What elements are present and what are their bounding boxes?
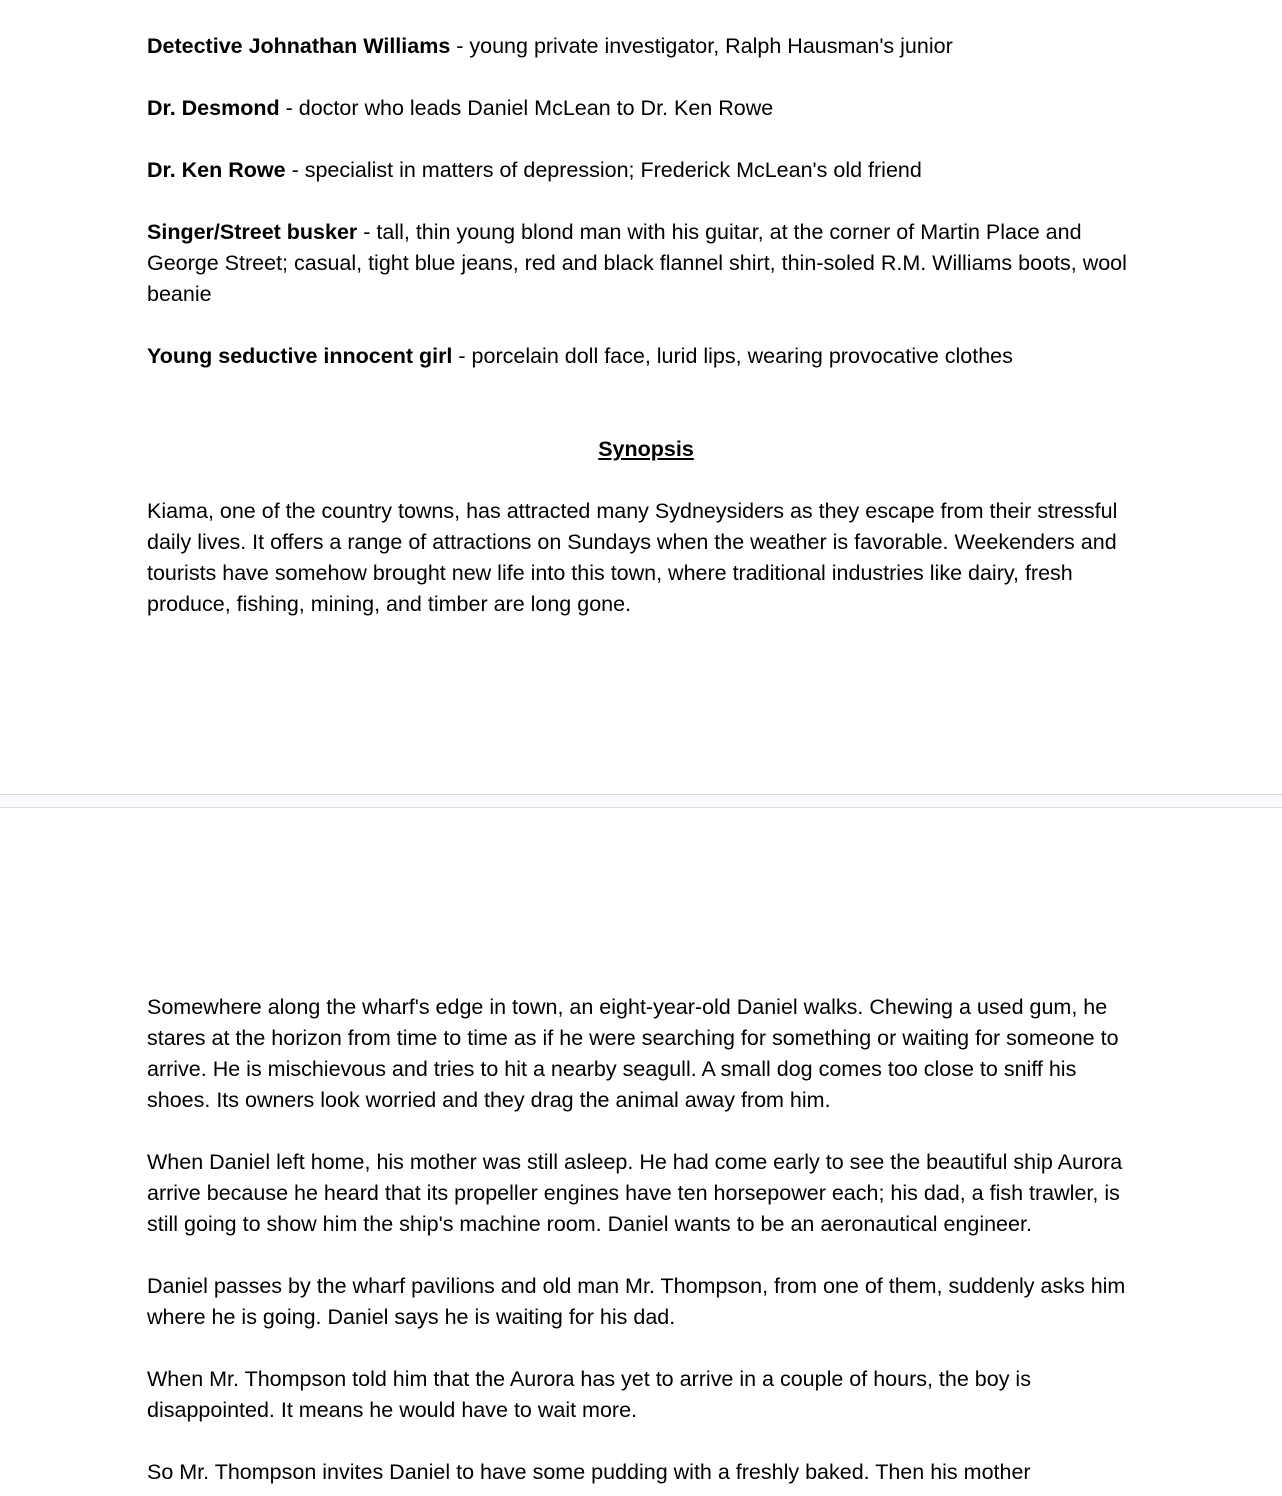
synopsis-heading: Synopsis <box>598 437 694 461</box>
character-entry <box>147 31 1139 62</box>
page-2-content <box>147 992 1139 1496</box>
document-page-2 <box>0 808 1282 1496</box>
character-description: tall, thin young blond man with his guitar, at the corner of Martin Place and George Street; casual, tight blue jeans, red and black flannel shirt, thin-soled R.M. Williams boots, wool beanie <box>147 220 1127 306</box>
body-paragraph: So Mr. Thompson invites Daniel to have some pudding with a freshly baked. Then his mother <box>147 1460 1031 1484</box>
character-description: young private investigator, Ralph Hausman's junior <box>469 34 953 58</box>
body-paragraph: Daniel passes by the wharf pavilions and old man Mr. Thompson, from one of them, suddenly asks him where he is going. Daniel says he is waiting for his dad. <box>147 1274 1126 1329</box>
character-description: specialist in matters of depression; Frederick McLean's old friend <box>304 158 922 182</box>
body-paragraph: Somewhere along the wharf's edge in town, an eight-year-old Daniel walks. Chewing a used gum, he stares at the horizon from time to time as if he were searching for something or waiting for someone to arrive. He is mischievous and tries to hit a nearby seagull. A small dog comes too close to sniff his shoes. Its owners look worried and they drag the animal away from him. <box>147 995 1119 1112</box>
character-name: Young seductive innocent girl <box>147 344 453 368</box>
page-break <box>0 794 1282 808</box>
character-name: Detective Johnathan Williams <box>147 34 451 58</box>
character-entry <box>147 93 1139 124</box>
body-paragraph: When Daniel left home, his mother was still asleep. He had come early to see the beautiful ship Aurora arrive because he heard that its propeller engines have ten horsepower each; his dad, a fish trawler, is still going to show him the ship's machine room. Daniel wants to be an aeronautical engineer. <box>147 1150 1123 1236</box>
page-1-content <box>147 31 1139 651</box>
character-name: Dr. Ken Rowe <box>147 158 286 182</box>
separator: - <box>450 34 470 58</box>
character-name: Singer/Street busker <box>147 220 358 244</box>
character-entry <box>147 341 1139 372</box>
character-entry <box>147 217 1139 310</box>
character-description: doctor who leads Daniel McLean to Dr. Ken Rowe <box>298 96 774 120</box>
character-description: porcelain doll face, lurid lips, wearing provocative clothes <box>471 344 1013 368</box>
character-name: Dr. Desmond <box>147 96 280 120</box>
character-entry <box>147 155 1139 186</box>
separator: - <box>452 344 472 368</box>
separator: - <box>357 220 377 244</box>
separator: - <box>279 96 299 120</box>
separator: - <box>285 158 305 182</box>
body-paragraph: When Mr. Thompson told him that the Aurora has yet to arrive in a couple of hours, the boy is disappointed. It means he would have to wait more. <box>147 1367 1031 1422</box>
synopsis-intro-paragraph: Kiama, one of the country towns, has attracted many Sydneysiders as they escape from their stressful daily lives. It offers a range of attractions on Sundays when the weather is favorable. Weekenders and tourists have somehow brought new life into this town, where traditional industries like dairy, fresh produce, fishing, mining, and timber are long gone. <box>147 499 1118 616</box>
